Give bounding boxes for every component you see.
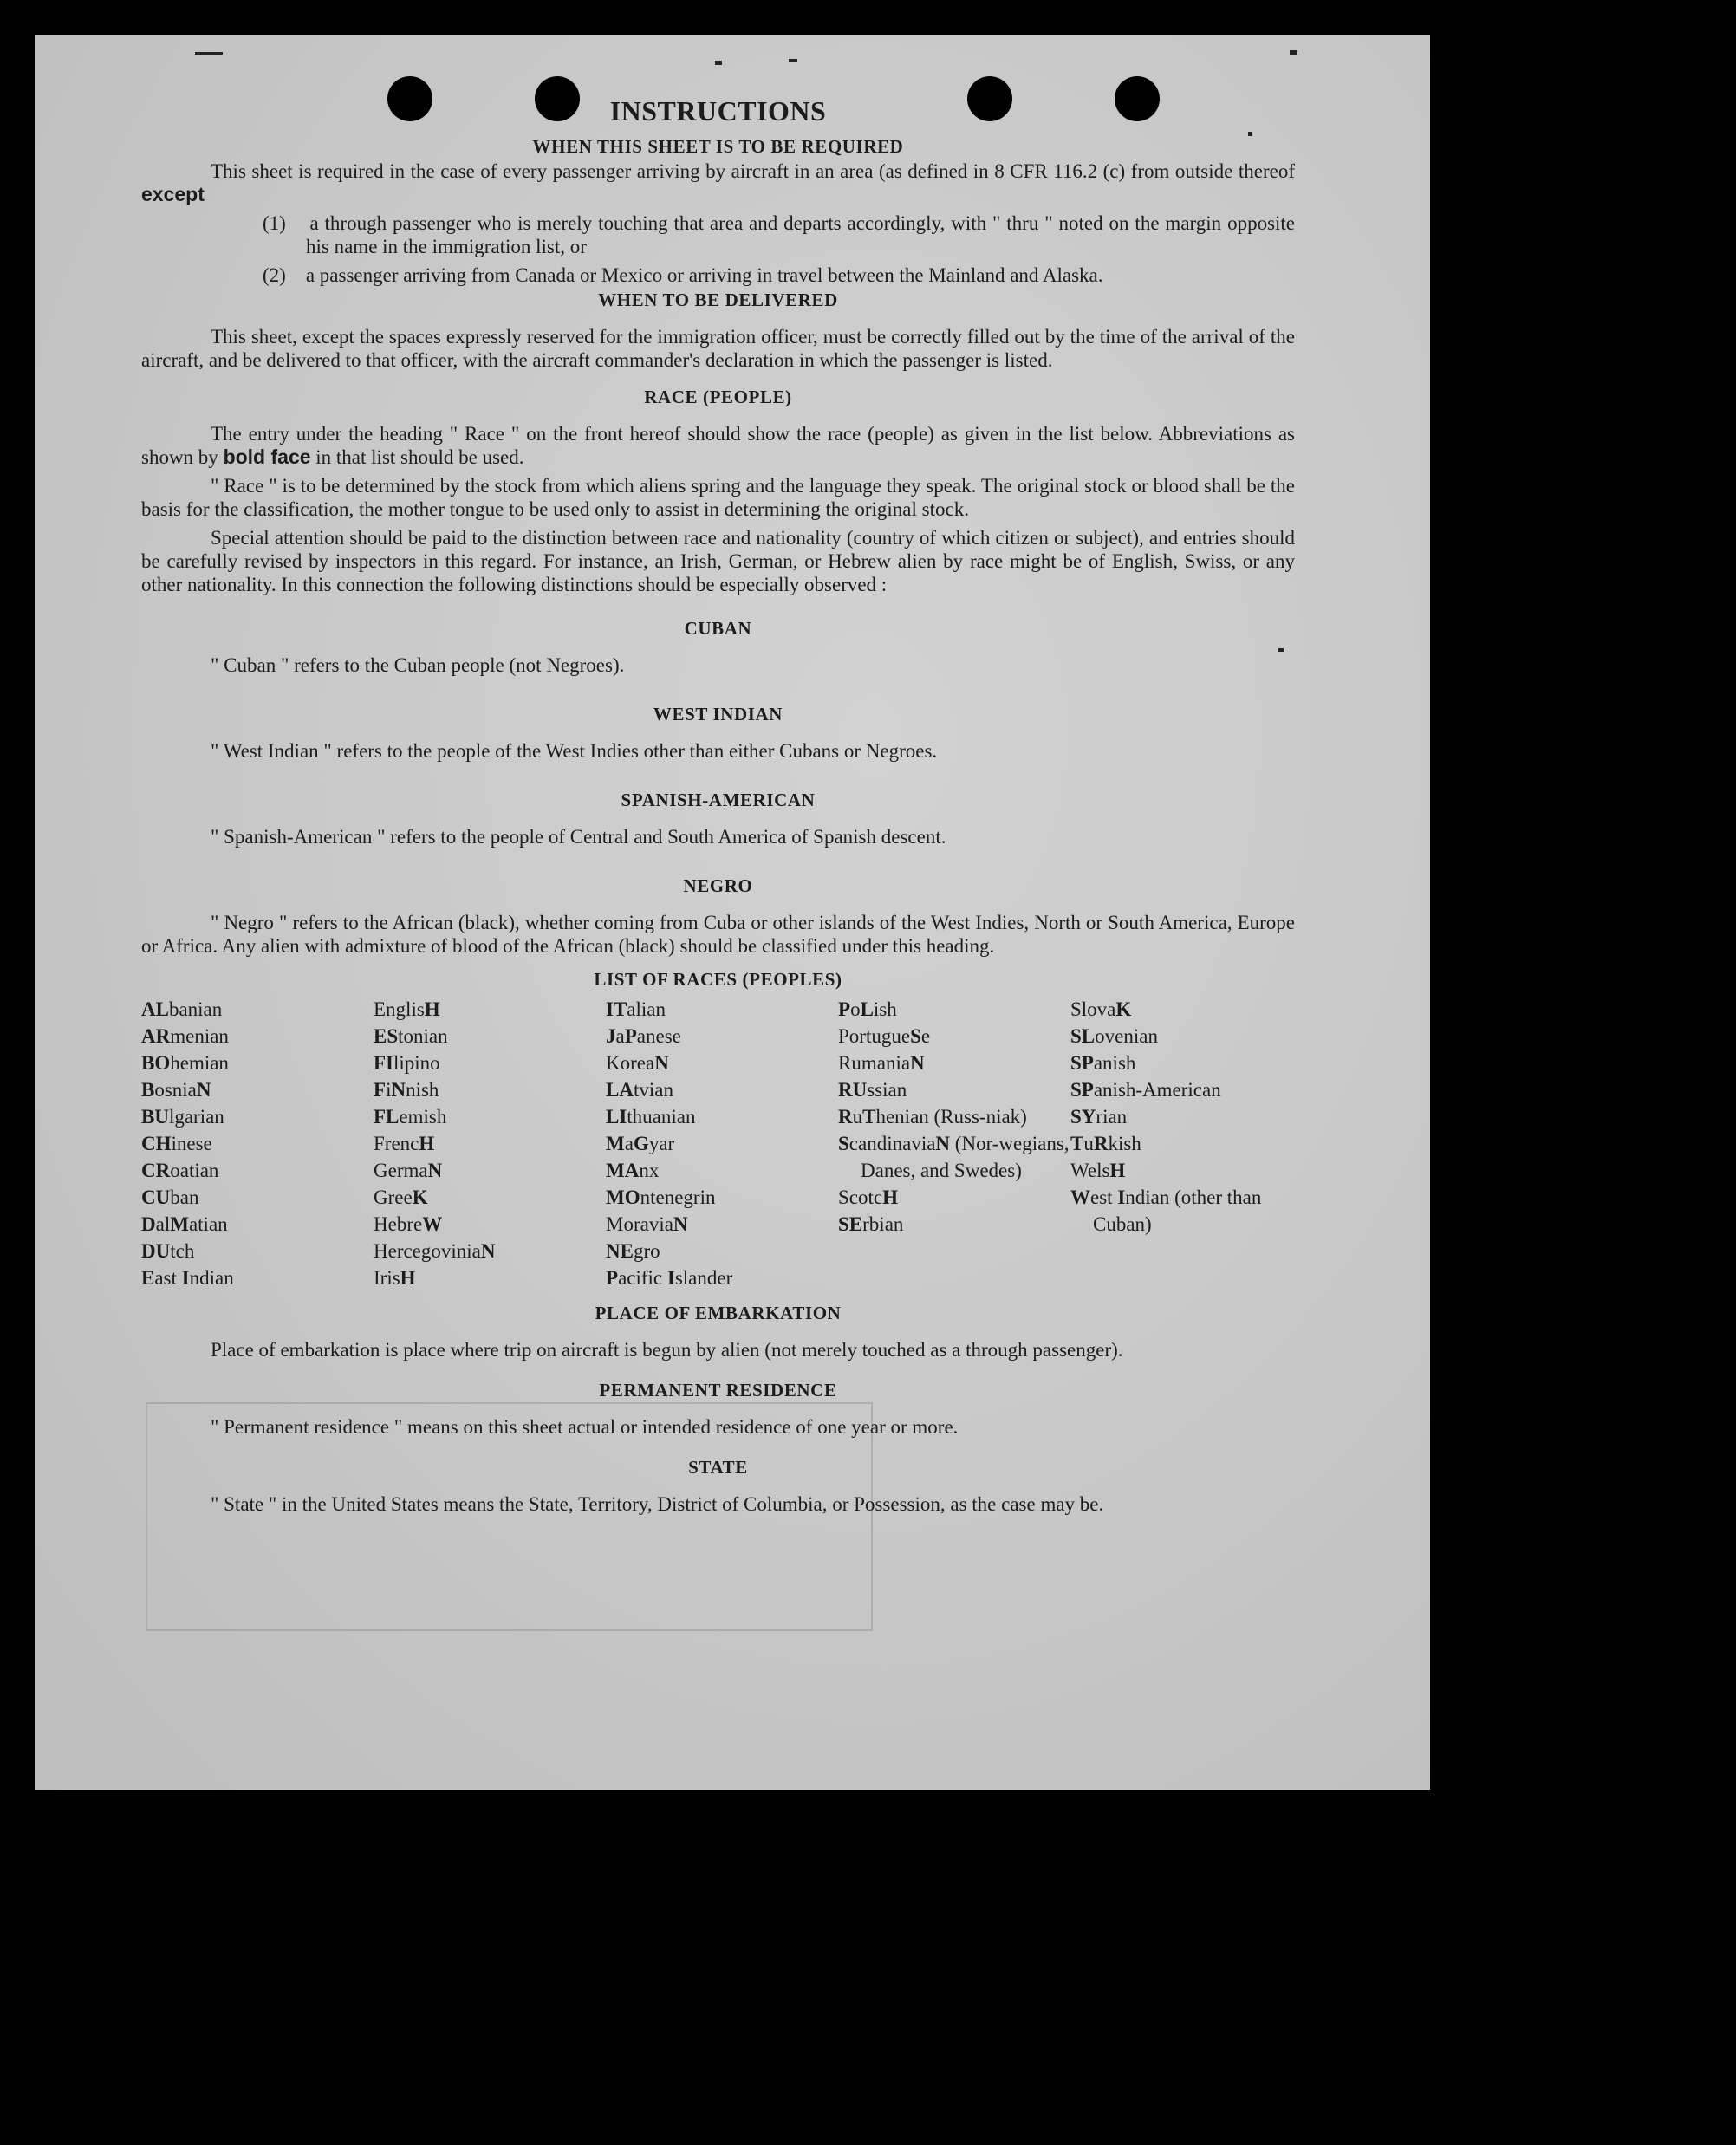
scan-speck bbox=[195, 52, 223, 55]
race-entry bbox=[1070, 1076, 1295, 1103]
race-abbreviation: F bbox=[374, 1079, 387, 1101]
exception-text: a through passenger who is merely touching that area and departs accordingly, with " thru " noted on the margin opposite his name in the immigration list, or bbox=[306, 212, 1296, 257]
race-abbreviation: AL bbox=[141, 998, 169, 1020]
race-abbreviation: N bbox=[427, 1160, 443, 1181]
race-entry bbox=[838, 1130, 1070, 1184]
race-abbreviation: SL bbox=[1070, 1025, 1096, 1047]
race-name-part: gro bbox=[633, 1240, 660, 1262]
race-abbreviation: FL bbox=[374, 1106, 400, 1128]
race-name-part: emish bbox=[399, 1106, 447, 1128]
race-abbreviation: L bbox=[860, 998, 874, 1020]
race-name-part: Gree bbox=[374, 1186, 413, 1208]
race-entry bbox=[141, 1076, 374, 1103]
race-abbreviation: AR bbox=[141, 1025, 171, 1047]
race-entry bbox=[838, 1211, 1070, 1238]
race-entry bbox=[606, 1076, 838, 1103]
exception-item-2 bbox=[141, 263, 1295, 287]
state-paragraph: " State " in the United States means the State, Territory, District of Columbia, or Possession, as the case may be. bbox=[211, 1493, 1104, 1515]
race-entry bbox=[606, 1238, 838, 1264]
race-abbreviation: NE bbox=[606, 1240, 634, 1262]
race-column bbox=[141, 996, 374, 1291]
race-abbreviation: P bbox=[606, 1267, 619, 1289]
race-entry bbox=[374, 1157, 606, 1184]
race-abbreviation: BU bbox=[141, 1106, 169, 1128]
race-entry bbox=[606, 1130, 838, 1157]
race-abbreviation: MO bbox=[606, 1186, 640, 1208]
race-entry bbox=[606, 996, 838, 1023]
race-entry bbox=[606, 1157, 838, 1184]
race-abbreviation: P bbox=[838, 998, 851, 1020]
scan-speck bbox=[1290, 50, 1297, 55]
race-abbreviation: I bbox=[181, 1267, 190, 1289]
exception-item-1 bbox=[141, 211, 1295, 258]
race-entry bbox=[606, 1211, 838, 1238]
race-abbreviation: SY bbox=[1070, 1106, 1096, 1128]
exception-text: a passenger arriving from Canada or Mexico or arriving in travel between the Mainland and Alaska. bbox=[305, 264, 1103, 286]
race-name-part: anish-American bbox=[1093, 1079, 1221, 1101]
race-abbreviation: N bbox=[480, 1240, 496, 1262]
race-entry bbox=[606, 1264, 838, 1291]
race-entry bbox=[606, 1184, 838, 1211]
race-name-part: thuanian bbox=[627, 1106, 696, 1128]
heading-when-delivered: WHEN TO BE DELIVERED bbox=[598, 289, 838, 310]
race-abbreviation: I bbox=[666, 1267, 675, 1289]
heading-west-indian: WEST INDIAN bbox=[653, 704, 783, 725]
race-name-part: Hebre bbox=[374, 1213, 423, 1235]
when-required-text: This sheet is required in the case of every passenger arriving by aircraft in an area (as defined in 8 CFR 116.2 (c) from outside thereof bbox=[211, 160, 1295, 182]
race-name-part: Iris bbox=[374, 1267, 400, 1289]
race-entry bbox=[838, 996, 1070, 1023]
scan-speck bbox=[789, 59, 797, 62]
scan-speck bbox=[715, 61, 722, 65]
race-abbreviation: SP bbox=[1070, 1079, 1094, 1101]
race-entry bbox=[374, 996, 606, 1023]
race-name-part: kish bbox=[1108, 1133, 1141, 1154]
race-name-part: candinavia bbox=[848, 1133, 936, 1154]
race-entry bbox=[141, 1184, 374, 1211]
race-entry bbox=[1070, 1130, 1295, 1157]
race-paragraph-2: " Race " is to be determined by the stock from which aliens spring and the language they speak. The original stock or blood shall be the basis for the classification, the mother tongue to be used only to assist in determining the original stock. bbox=[141, 475, 1295, 520]
exception-number: (1) bbox=[263, 212, 286, 234]
race-name-part: nx bbox=[639, 1160, 660, 1181]
negro-paragraph: " Negro " refers to the African (black), whether coming from Cuba or other islands of the West Indies, North or South America, Europe or Africa. Any alien with admixture of blood of the African (black) should be classified under this heading. bbox=[141, 912, 1295, 957]
race-entry bbox=[374, 1076, 606, 1103]
race-column bbox=[838, 996, 1070, 1291]
race-name-part: (Nor-wegians, Danes, and Swedes) bbox=[861, 1133, 1070, 1181]
race-abbreviation: N bbox=[391, 1079, 406, 1101]
race-abbreviation: N bbox=[673, 1213, 688, 1235]
race-entry bbox=[1070, 1157, 1295, 1184]
race-abbreviation: H bbox=[882, 1186, 898, 1208]
race-name-part: tch bbox=[170, 1240, 195, 1262]
race-entry bbox=[374, 1211, 606, 1238]
race-column bbox=[606, 996, 838, 1291]
race-name-part: ish bbox=[873, 998, 897, 1020]
race-name-part: ndian bbox=[189, 1267, 234, 1289]
race-abbreviation: M bbox=[606, 1133, 625, 1154]
race-name-part: ssian bbox=[867, 1079, 907, 1101]
race-name-part: Moravia bbox=[606, 1213, 673, 1235]
race-abbreviation: MA bbox=[606, 1160, 640, 1181]
race-name-part: alian bbox=[627, 998, 666, 1020]
race-abbreviation: I bbox=[1117, 1186, 1126, 1208]
race-abbreviation: CR bbox=[141, 1160, 171, 1181]
race-abbreviation: LI bbox=[606, 1106, 627, 1128]
race-abbreviation: BO bbox=[141, 1052, 171, 1074]
heading-race: RACE (PEOPLE) bbox=[644, 387, 792, 407]
race-entry bbox=[141, 1130, 374, 1157]
race-abbreviation: IT bbox=[606, 998, 627, 1020]
race-name-part: Rumania bbox=[838, 1052, 911, 1074]
race-entry bbox=[838, 1184, 1070, 1211]
race-entry bbox=[374, 1050, 606, 1076]
heading-list-of-races: LIST OF RACES (PEOPLES) bbox=[594, 969, 842, 990]
race-abbreviation: LA bbox=[606, 1079, 634, 1101]
race-name-part: Englis bbox=[374, 998, 425, 1020]
race-name-part: Portugue bbox=[838, 1025, 911, 1047]
race-entry bbox=[141, 1238, 374, 1264]
race-column bbox=[374, 996, 606, 1291]
race-abbreviation: N bbox=[935, 1133, 951, 1154]
race-abbreviation: B bbox=[141, 1079, 155, 1101]
race-column bbox=[1070, 996, 1295, 1291]
race-entry bbox=[374, 1103, 606, 1130]
race-entry bbox=[1070, 1184, 1295, 1238]
race-abbreviation: W bbox=[422, 1213, 443, 1235]
instructions-content bbox=[141, 94, 1295, 1516]
race-abbreviation: M bbox=[170, 1213, 189, 1235]
race-entry bbox=[374, 1264, 606, 1291]
race-name-part: i bbox=[386, 1079, 392, 1101]
race-entry bbox=[374, 1184, 606, 1211]
race-name-part: anese bbox=[636, 1025, 681, 1047]
race-name-part: Frenc bbox=[374, 1133, 419, 1154]
page-title: INSTRUCTIONS bbox=[609, 95, 827, 127]
race-abbreviation: H bbox=[400, 1267, 416, 1289]
race-name-part: lipino bbox=[393, 1052, 440, 1074]
race-name-part: u bbox=[852, 1106, 863, 1128]
race-name-part: banian bbox=[168, 998, 223, 1020]
race-name-part: o bbox=[850, 998, 861, 1020]
race-name-part: Wels bbox=[1070, 1160, 1110, 1181]
race-abbreviation: H bbox=[419, 1133, 435, 1154]
race-abbreviation: E bbox=[141, 1267, 155, 1289]
race-name-part: tvian bbox=[633, 1079, 673, 1101]
race-entry bbox=[1070, 996, 1295, 1023]
when-required-paragraph bbox=[141, 159, 1295, 206]
race-abbreviation: RU bbox=[838, 1079, 868, 1101]
race-name-part: rbian bbox=[862, 1213, 904, 1235]
race-abbreviation: N bbox=[654, 1052, 669, 1074]
race-entry bbox=[374, 1130, 606, 1157]
race-text: in that list should be used. bbox=[310, 446, 524, 468]
race-name-part: lgarian bbox=[168, 1106, 224, 1128]
race-name-part: anish bbox=[1093, 1052, 1136, 1074]
heading-when-required: WHEN THIS SHEET IS TO BE REQUIRED bbox=[532, 136, 904, 157]
race-name-part: a bbox=[615, 1025, 625, 1047]
race-abbreviation: N bbox=[196, 1079, 211, 1101]
race-name-part: menian bbox=[170, 1025, 229, 1047]
race-name-part: e bbox=[920, 1025, 931, 1047]
heading-embarkation: PLACE OF EMBARKATION bbox=[595, 1303, 842, 1323]
bold-face-emphasis: bold face bbox=[223, 445, 311, 468]
race-abbreviation: D bbox=[141, 1213, 156, 1235]
race-name-part: Scotc bbox=[838, 1186, 883, 1208]
race-name-part: Hercegovinia bbox=[374, 1240, 481, 1262]
race-entry bbox=[606, 1050, 838, 1076]
race-name-part: ndian (other than Cuban) bbox=[1093, 1186, 1262, 1235]
west-indian-paragraph: " West Indian " refers to the people of the West Indies other than either Cubans or Negroes. bbox=[211, 740, 938, 762]
race-name-part: Germa bbox=[374, 1160, 428, 1181]
spanish-american-paragraph: " Spanish-American " refers to the people of Central and South America of Spanish descent. bbox=[211, 826, 946, 848]
race-name-part: osnia bbox=[154, 1079, 197, 1101]
race-entry bbox=[141, 1211, 374, 1238]
cuban-paragraph: " Cuban " refers to the Cuban people (not Negroes). bbox=[211, 654, 625, 676]
race-abbreviation: W bbox=[1070, 1186, 1090, 1208]
race-entry bbox=[838, 1023, 1070, 1050]
race-abbreviation: H bbox=[424, 998, 440, 1020]
race-name-part: hemian bbox=[170, 1052, 229, 1074]
race-entry bbox=[374, 1023, 606, 1050]
race-entry bbox=[141, 1157, 374, 1184]
race-name-part: ntenegrin bbox=[640, 1186, 716, 1208]
race-name-part: nish bbox=[406, 1079, 439, 1101]
race-paragraph-1 bbox=[141, 422, 1295, 469]
race-name-part: u bbox=[1083, 1133, 1094, 1154]
race-name-part: ban bbox=[170, 1186, 199, 1208]
race-entry bbox=[838, 1076, 1070, 1103]
race-entry bbox=[1070, 1023, 1295, 1050]
race-name-part: ovenian bbox=[1095, 1025, 1158, 1047]
race-name-part: yar bbox=[648, 1133, 675, 1154]
race-abbreviation: DU bbox=[141, 1240, 171, 1262]
race-name-part: oatian bbox=[170, 1160, 219, 1181]
race-abbreviation: CH bbox=[141, 1133, 172, 1154]
race-abbreviation: S bbox=[838, 1133, 849, 1154]
when-delivered-paragraph: This sheet, except the spaces expressly reserved for the immigration officer, must be correctly filled out by the time of the arrival of the aircraft, and be delivered to that officer, with the aircraft commander's declaration in which the passenger is listed. bbox=[141, 326, 1295, 371]
race-name-part: est bbox=[1090, 1186, 1118, 1208]
race-abbreviation: R bbox=[1093, 1133, 1109, 1154]
race-name-part: henian (Russ-niak) bbox=[875, 1106, 1027, 1128]
race-abbreviation: SE bbox=[838, 1213, 863, 1235]
race-entry bbox=[606, 1023, 838, 1050]
race-name-part: Korea bbox=[606, 1052, 655, 1074]
heading-state: STATE bbox=[688, 1457, 748, 1478]
race-abbreviation: FI bbox=[374, 1052, 393, 1074]
race-entry bbox=[374, 1238, 606, 1264]
race-name-part: slander bbox=[674, 1267, 733, 1289]
race-abbreviation: R bbox=[838, 1106, 853, 1128]
race-abbreviation: ES bbox=[374, 1025, 399, 1047]
race-abbreviation: N bbox=[910, 1052, 925, 1074]
heading-cuban: CUBAN bbox=[684, 618, 752, 639]
race-abbreviation: H bbox=[1109, 1160, 1126, 1181]
race-name-part: a bbox=[624, 1133, 634, 1154]
heading-residence: PERMANENT RESIDENCE bbox=[599, 1380, 837, 1401]
embarkation-paragraph: Place of embarkation is place where trip on aircraft is begun by alien (not merely touched as a through passenger). bbox=[211, 1339, 1123, 1361]
heading-spanish-american: SPANISH-AMERICAN bbox=[621, 790, 816, 810]
race-entry bbox=[1070, 1050, 1295, 1076]
race-text: The entry under the heading " Race " on the front hereof should show the race (people) as given in the list below. Abbreviations as shown by bbox=[141, 423, 1295, 468]
race-entry bbox=[141, 1264, 374, 1291]
race-name-part: al bbox=[155, 1213, 171, 1235]
heading-negro: NEGRO bbox=[683, 875, 753, 896]
residence-paragraph: " Permanent residence " means on this sheet actual or intended residence of one year or more. bbox=[211, 1416, 959, 1438]
race-abbreviation: T bbox=[862, 1106, 876, 1128]
race-name-part: tonian bbox=[398, 1025, 448, 1047]
race-entry bbox=[141, 996, 374, 1023]
race-name-part: atian bbox=[188, 1213, 228, 1235]
exception-number: (2) bbox=[263, 264, 286, 286]
race-entry bbox=[838, 1050, 1070, 1076]
race-name-part: rian bbox=[1096, 1106, 1128, 1128]
race-entry bbox=[141, 1050, 374, 1076]
except-emphasis: except bbox=[141, 183, 205, 205]
race-entry bbox=[141, 1103, 374, 1130]
race-name-part: inese bbox=[171, 1133, 212, 1154]
race-abbreviation: CU bbox=[141, 1186, 171, 1208]
race-name-part: acific bbox=[618, 1267, 667, 1289]
race-abbreviation: P bbox=[624, 1025, 637, 1047]
race-paragraph-3: Special attention should be paid to the distinction between race and nationality (country of which citizen or subject), and entries should be carefully revised by inspectors in this regard. For instance, an Irish, German, or Hebrew alien by race might be of English, Swiss, or any other nationality. In this connection the following distinctions should be especially observed : bbox=[141, 527, 1295, 595]
race-name-part: Slova bbox=[1070, 998, 1116, 1020]
race-abbreviation: G bbox=[633, 1133, 649, 1154]
race-abbreviation: J bbox=[606, 1025, 616, 1047]
race-abbreviation: T bbox=[1070, 1133, 1084, 1154]
race-entry bbox=[838, 1103, 1070, 1130]
race-entry bbox=[141, 1023, 374, 1050]
race-entry bbox=[606, 1103, 838, 1130]
race-abbreviation: K bbox=[1115, 998, 1132, 1020]
race-abbreviation: SP bbox=[1070, 1052, 1094, 1074]
race-entry bbox=[1070, 1103, 1295, 1130]
race-abbreviation: K bbox=[412, 1186, 428, 1208]
race-list-grid bbox=[141, 996, 1295, 1291]
race-abbreviation: S bbox=[910, 1025, 921, 1047]
race-name-part: ast bbox=[154, 1267, 182, 1289]
